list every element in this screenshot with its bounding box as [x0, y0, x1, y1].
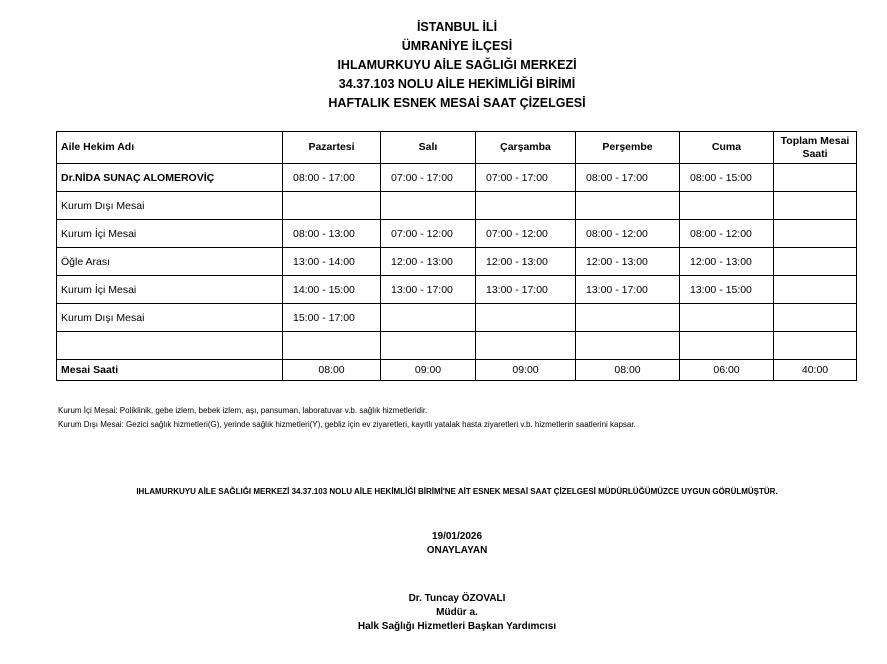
table-row — [57, 276, 857, 304]
cell-thursday: 08:00 - 17:00 — [576, 164, 680, 192]
table-row — [57, 192, 857, 220]
cell-tuesday: 12:00 - 13:00 — [381, 248, 476, 276]
cell-monday: 08:00 - 17:00 — [283, 164, 381, 192]
header-friday: Cuma — [680, 132, 774, 164]
signer-position: Halk Sağlığı Hizmetleri Başkan Yardımcısı — [357, 621, 557, 632]
cell-tuesday: 07:00 - 12:00 — [381, 220, 476, 248]
total-tuesday: 09:00 — [381, 360, 476, 381]
empty-cell — [283, 332, 381, 360]
row-label: Öğle Arası — [57, 248, 283, 276]
note-internal: Kurum İçi Mesai: Poliklinik, gebe izlem, bebek izlem, aşı, pansuman, laboratuvar v.b. sağlık hizmetleridir. — [58, 406, 428, 415]
table-header-row — [57, 132, 857, 164]
header-thursday: Perşembe — [576, 132, 680, 164]
header-total: Toplam Mesai Saati — [774, 132, 857, 164]
header-monday: Pazartesi — [283, 132, 381, 164]
empty-cell — [774, 332, 857, 360]
empty-cell — [57, 332, 283, 360]
header-wednesday: Çarşamba — [476, 132, 576, 164]
cell-wednesday — [476, 192, 576, 220]
cell-wednesday: 07:00 - 17:00 — [476, 164, 576, 192]
empty-cell — [476, 332, 576, 360]
cell-friday: 08:00 - 15:00 — [680, 164, 774, 192]
row-label: Dr.NİDA SUNAÇ ALOMEROVİÇ — [57, 164, 283, 192]
cell-tuesday — [381, 192, 476, 220]
table-row — [57, 304, 857, 332]
cell-friday: 12:00 - 13:00 — [680, 248, 774, 276]
note-external: Kurum Dışı Mesai: Gezici sağlık hizmetleri(G), yerinde sağlık hizmetleri(Y), gebliz için ev ziyaretleri, kayıtlı yatalak hasta ziyaretleri v.b. hizmetlerin saatlerini kapsar. — [58, 420, 636, 429]
cell-monday: 08:00 - 13:00 — [283, 220, 381, 248]
total-monday: 08:00 — [283, 360, 381, 381]
cell-monday: 13:00 - 14:00 — [283, 248, 381, 276]
empty-cell — [576, 332, 680, 360]
totals-label: Mesai Saati — [57, 360, 283, 381]
cell-wednesday: 13:00 - 17:00 — [476, 276, 576, 304]
row-label: Kurum İçi Mesai — [57, 220, 283, 248]
header-tuesday: Salı — [381, 132, 476, 164]
total-wednesday: 09:00 — [476, 360, 576, 381]
cell-thursday: 08:00 - 12:00 — [576, 220, 680, 248]
cell-wednesday — [476, 304, 576, 332]
cell-total — [774, 276, 857, 304]
table-row — [57, 164, 857, 192]
notes — [58, 404, 636, 432]
document-header — [0, 18, 887, 113]
cell-total — [774, 164, 857, 192]
empty-cell — [680, 332, 774, 360]
cell-friday — [680, 192, 774, 220]
cell-wednesday: 12:00 - 13:00 — [476, 248, 576, 276]
approval-status: ONAYLAYAN — [426, 545, 488, 556]
cell-monday — [283, 192, 381, 220]
table-row — [57, 248, 857, 276]
totals-row — [57, 360, 857, 381]
total-thursday: 08:00 — [576, 360, 680, 381]
cell-total — [774, 220, 857, 248]
district-title: ÜMRANİYE İLÇESİ — [401, 39, 513, 53]
schedule-title: HAFTALIK ESNEK MESAİ SAAT ÇİZELGESİ — [328, 96, 586, 110]
cell-tuesday: 07:00 - 17:00 — [381, 164, 476, 192]
cell-thursday: 12:00 - 13:00 — [576, 248, 680, 276]
total-friday: 06:00 — [680, 360, 774, 381]
signer-name: Dr. Tuncay ÖZOVALI — [408, 593, 506, 604]
cell-wednesday: 07:00 - 12:00 — [476, 220, 576, 248]
signer-title: Müdür a. — [436, 607, 478, 618]
cell-tuesday — [381, 304, 476, 332]
unit-title: 34.37.103 NOLU AİLE HEKİMLİĞİ BİRİMİ — [338, 77, 576, 91]
table-row-empty — [57, 332, 857, 360]
cell-monday: 15:00 - 17:00 — [283, 304, 381, 332]
cell-monday: 14:00 - 15:00 — [283, 276, 381, 304]
empty-cell — [381, 332, 476, 360]
health-center-title: IHLAMURKUYU AİLE SAĞLIĞI MERKEZİ — [337, 58, 577, 72]
approval-statement: IHLAMURKUYU AİLE SAĞLIĞI MERKEZİ 34.37.103 NOLU AİLE HEKİMLİĞİ BİRİMİ'NE AİT ESNEK MESAİ SAAT ÇİZELGESİ MÜDÜRLÜĞÜMÜZCE UYGUN GÖRÜLMÜŞTÜR. — [136, 487, 778, 496]
signature-block — [0, 530, 887, 634]
table-row — [57, 220, 857, 248]
cell-thursday — [576, 192, 680, 220]
schedule-table — [56, 131, 857, 381]
cell-thursday — [576, 304, 680, 332]
cell-friday: 08:00 - 12:00 — [680, 220, 774, 248]
cell-total — [774, 192, 857, 220]
total-week: 40:00 — [774, 360, 857, 381]
spacer — [0, 558, 887, 592]
row-label: Kurum Dışı Mesai — [57, 192, 283, 220]
cell-tuesday: 13:00 - 17:00 — [381, 276, 476, 304]
cell-thursday: 13:00 - 17:00 — [576, 276, 680, 304]
header-name: Aile Hekim Adı — [57, 132, 283, 164]
approval-date: 19/01/2026 — [431, 531, 483, 542]
row-label: Kurum Dışı Mesai — [57, 304, 283, 332]
row-label: Kurum İçi Mesai — [57, 276, 283, 304]
cell-total — [774, 304, 857, 332]
province-title: İSTANBUL İLİ — [416, 20, 498, 34]
cell-total — [774, 248, 857, 276]
cell-friday — [680, 304, 774, 332]
cell-friday: 13:00 - 15:00 — [680, 276, 774, 304]
